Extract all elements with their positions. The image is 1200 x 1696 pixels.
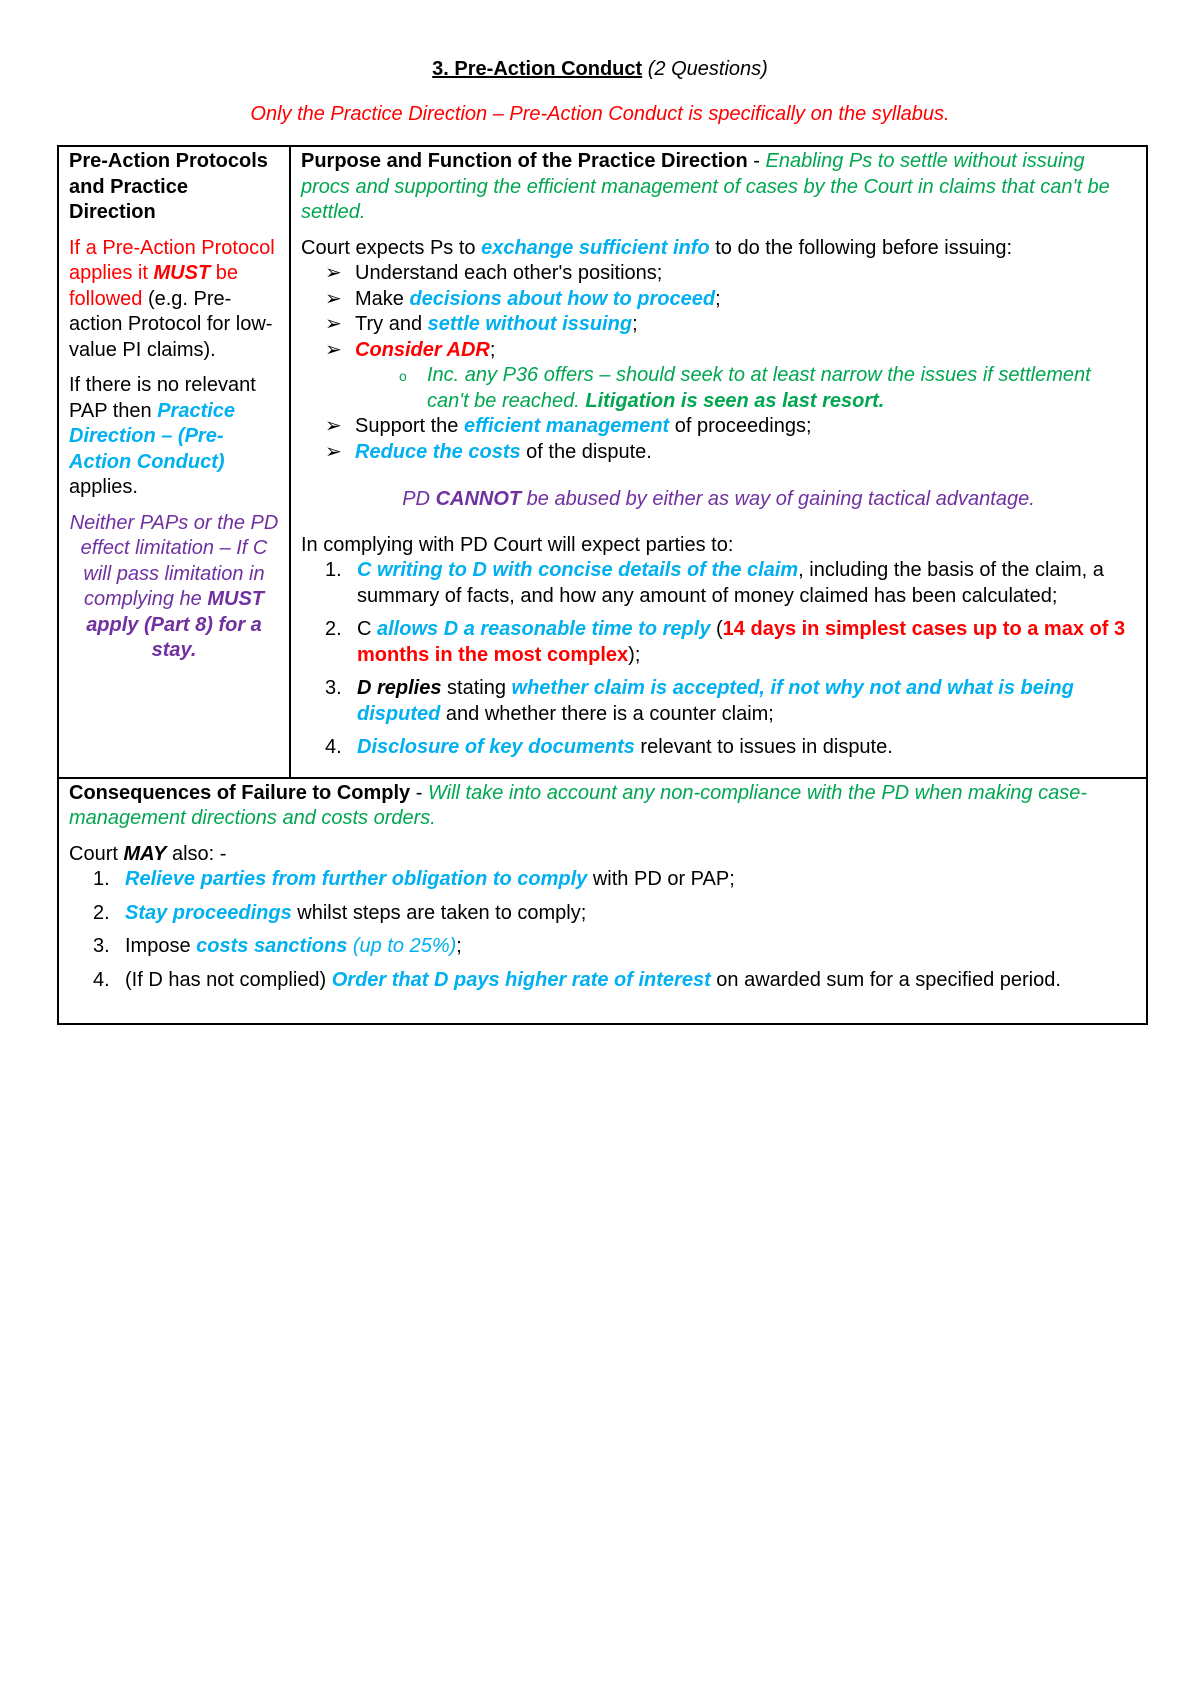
- no-pap-rule: If there is no relevant PAP then Practice Direction – (Pre-Action Conduct) applies.: [69, 374, 256, 498]
- list-item: 2. Stay proceedings whilst steps are taken to comply;: [93, 901, 587, 924]
- list-item: 3. D replies stating whether claim is accepted, if not why not and what is being disputed and whether there is a counter claim;: [325, 677, 1074, 725]
- circle-bullet-icon: o: [399, 368, 407, 384]
- arrow-bullet-icon: ➢: [325, 262, 342, 284]
- arrow-bullet-icon: ➢: [325, 440, 342, 463]
- list-item: 1. C writing to D with concise details of the claim, including the basis of the claim, a summary of facts, and how any amount of money claimed has been calculated;: [325, 559, 1104, 607]
- title-heading: 3. Pre-Action Conduct: [432, 58, 643, 80]
- right-column: [290, 146, 1147, 778]
- consequences-list: [69, 867, 1136, 993]
- arrow-bullet-icon: ➢: [325, 338, 342, 361]
- list-item: ➢ Reduce the costs of the dispute.: [325, 440, 1136, 466]
- list-item: o Inc. any P36 offers – should seek to at least narrow the issues if settlement can't be reached. Litigation is seen as last resort.: [399, 364, 1091, 412]
- list-item: ➢ Understand each other's positions;: [325, 261, 1136, 287]
- consequences-section: [58, 778, 1147, 1025]
- compliance-steps: [301, 558, 1136, 761]
- list-item: 4. (If D has not complied) Order that D pays higher rate of interest on awarded sum for a specified period.: [93, 968, 1061, 991]
- limitation-note: Neither PAPs or the PD effect limitation – If C will pass limitation in complying he MUST apply (Part 8) for a stay.: [69, 511, 279, 661]
- expectations-list: [301, 261, 1136, 465]
- adr-sublist: [355, 363, 1136, 414]
- arrow-bullet-icon: ➢: [325, 313, 342, 335]
- purpose-paragraph: Purpose and Function of the Practice Direction - Enabling Ps to settle without issuing procs and supporting the efficient management of cases by the Court in claims that can't be settled.: [301, 150, 1110, 223]
- list-item: 4. Disclosure of key documents relevant to issues in dispute.: [325, 736, 893, 758]
- table-row: [58, 146, 1147, 778]
- list-item: 2. C allows D a reasonable time to reply (14 days in simplest cases up to a max of 3 months in the most complex);: [325, 618, 1126, 666]
- list-item: ➢ Support the efficient management of proceedings;: [325, 414, 1136, 440]
- pap-rule: If a Pre-Action Protocol applies it MUST be followed (e.g. Pre-action Protocol for low-value PI claims).: [69, 236, 275, 361]
- notes-table: [57, 145, 1148, 1025]
- consequences-heading: Consequences of Failure to Comply - Will take into account any non-compliance with the PD when making case-management directions and costs orders.: [69, 781, 1087, 829]
- court-may: Court MAY also: -: [69, 842, 227, 865]
- list-item: ➢ Consider ADR; o Inc. any P36 offers – should seek to at least narrow the issues if settlement can't be reached. Litigation is seen as last resort.: [325, 338, 1136, 415]
- arrow-bullet-icon: ➢: [325, 287, 342, 310]
- complying-intro: In complying with PD Court will expect parties to:: [301, 533, 734, 556]
- list-item: 1. Relieve parties from further obligation to comply with PD or PAP;: [93, 868, 735, 890]
- left-heading: Pre-Action Protocols and Practice Direction: [69, 150, 268, 223]
- table-row: [58, 778, 1147, 1025]
- left-column: [58, 146, 290, 778]
- list-item: ➢ Make decisions about how to proceed;: [325, 287, 1136, 313]
- pd-abuse-note: PD CANNOT be abused by either as way of gaining tactical advantage.: [402, 488, 1035, 510]
- syllabus-note: Only the Practice Direction – Pre-Action Conduct is specifically on the syllabus.: [250, 103, 950, 125]
- arrow-bullet-icon: ➢: [325, 415, 342, 437]
- page-title: [0, 56, 1200, 82]
- court-expects: Court expects Ps to exchange sufficient info to do the following before issuing:: [301, 236, 1013, 259]
- list-item: 3. Impose costs sanctions (up to 25%);: [93, 935, 462, 957]
- title-qualifier: (2 Questions): [647, 58, 768, 80]
- list-item: ➢ Try and settle without issuing;: [325, 312, 1136, 338]
